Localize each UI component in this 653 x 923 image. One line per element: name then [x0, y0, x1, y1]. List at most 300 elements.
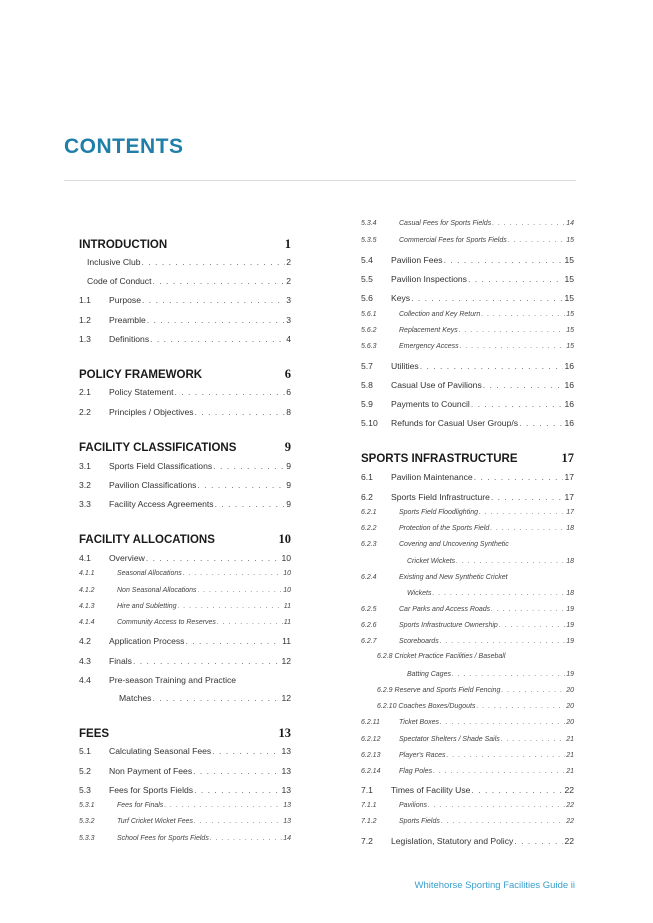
toc-page-number: 11 — [283, 619, 291, 626]
toc-leader-dots — [476, 703, 565, 710]
toc-entry[interactable] — [79, 587, 291, 594]
toc-entry-label: Replacement Keys — [399, 327, 458, 334]
toc-section-heading[interactable] — [361, 451, 574, 466]
toc-entry-number: 6.2 — [361, 492, 373, 502]
toc-entry-label: 6.2.8 Cricket Practice Facilities / Baseball — [377, 653, 506, 660]
toc-entry-label: School Fees for Sports Fields — [117, 835, 209, 842]
toc-entry[interactable] — [79, 553, 291, 563]
toc-entry[interactable] — [361, 509, 574, 516]
toc-entry-number: 5.9 — [361, 399, 373, 409]
toc-leader-dots — [460, 343, 566, 350]
toc-entry[interactable] — [361, 418, 574, 428]
toc-entry[interactable] — [79, 295, 291, 305]
toc-entry-label: Protection of the Sports Field — [399, 525, 490, 532]
toc-entry-number: 3.3 — [79, 499, 91, 509]
toc-page-number: 10 — [283, 570, 291, 577]
toc-entry[interactable] — [79, 334, 291, 344]
toc-entry[interactable] — [79, 766, 291, 776]
toc-leader-dots — [474, 472, 564, 482]
toc-entry[interactable] — [361, 785, 574, 795]
toc-entry-label: Sports Field Floodlighting — [399, 509, 478, 516]
toc-page-number: 21 — [566, 736, 574, 743]
toc-page-number: 16 — [564, 418, 574, 428]
toc-page-number: 3 — [286, 295, 291, 305]
toc-leader-dots — [142, 295, 285, 305]
toc-page-number: 9 — [284, 440, 291, 454]
toc-entry-label: Emergency Access — [399, 343, 459, 350]
toc-leader-dots — [178, 603, 283, 610]
toc-page-number: 10 — [281, 553, 291, 563]
toc-entry-number: 5.3.3 — [79, 835, 95, 842]
toc-page-number: 9 — [286, 461, 291, 471]
toc-page-number: 19 — [566, 671, 574, 678]
toc-page-number: 2 — [286, 257, 291, 267]
toc-page-number: 17 — [564, 472, 574, 482]
toc-entry[interactable] — [361, 327, 574, 334]
toc-leader-dots — [174, 387, 285, 397]
toc-entry[interactable] — [361, 703, 574, 710]
toc-page-number: 15 — [564, 255, 574, 265]
toc-leader-dots — [440, 638, 566, 645]
toc-page-number: 3 — [286, 315, 291, 325]
toc-entry-label: Sports Field Infrastructure — [391, 492, 490, 502]
toc-leader-dots — [183, 570, 282, 577]
toc-entry-label: Non Payment of Fees — [109, 766, 193, 776]
toc-section-heading[interactable] — [79, 532, 291, 547]
toc-entry-number: 7.2 — [361, 836, 373, 846]
toc-entry-number: 2.1 — [79, 387, 91, 397]
toc-entry-number: 1.3 — [79, 334, 91, 344]
toc-entry-label: Finals — [109, 656, 132, 666]
toc-page-number: 15 — [566, 237, 574, 244]
toc-leader-dots — [212, 746, 280, 756]
toc-entry[interactable] — [79, 387, 291, 397]
toc-page-number: 6 — [286, 387, 291, 397]
toc-page-number: 10 — [278, 532, 291, 546]
toc-entry-label: Casual Use of Pavilions — [391, 380, 482, 390]
toc-section-label: POLICY FRAMEWORK — [79, 369, 203, 381]
toc-leader-dots — [197, 480, 285, 490]
toc-leader-dots — [481, 311, 565, 318]
toc-entry-label: Community Access to Reserves — [117, 619, 216, 626]
toc-entry[interactable] — [79, 656, 291, 666]
toc-leader-dots — [471, 399, 564, 409]
toc-section-heading[interactable] — [79, 440, 291, 455]
toc-page-number: 15 — [564, 274, 574, 284]
toc-entry-number: 5.6.1 — [361, 311, 377, 318]
toc-entry[interactable] — [361, 736, 574, 743]
toc-leader-dots — [185, 636, 281, 646]
toc-entry[interactable] — [361, 818, 574, 825]
toc-entry-number: 1.1 — [79, 295, 91, 305]
toc-entry-number: 6.2.3 — [361, 541, 377, 548]
toc-entry-number: 5.1 — [79, 746, 91, 756]
toc-section-heading[interactable] — [79, 726, 291, 741]
toc-entry-label: Batting Cages — [407, 671, 451, 678]
toc-leader-dots — [193, 766, 280, 776]
toc-leader-dots — [479, 509, 565, 516]
toc-leader-dots — [215, 499, 286, 509]
toc-entry[interactable] — [79, 276, 291, 286]
toc-entry-number: 2.2 — [79, 407, 91, 417]
toc-leader-dots — [213, 461, 285, 471]
toc-entry-number: 5.3 — [79, 785, 91, 795]
toc-page-number: 13 — [281, 746, 291, 756]
toc-leader-dots — [217, 619, 283, 626]
toc-page-number: 16 — [564, 361, 574, 371]
toc-page-number: 19 — [566, 606, 574, 613]
toc-leader-dots — [501, 687, 565, 694]
toc-entry-number: 5.6.3 — [361, 343, 377, 350]
toc-entry-label: Purpose — [109, 295, 142, 305]
toc-entry[interactable] — [361, 220, 574, 227]
toc-entry-label: Utilities — [391, 361, 419, 371]
toc-leader-dots — [133, 656, 281, 666]
toc-page-number: 20 — [566, 719, 574, 726]
toc-page-number: 15 — [564, 293, 574, 303]
toc-entry-number: 6.2.1 — [361, 509, 377, 516]
toc-entry-label: Facility Access Agreements — [109, 499, 214, 509]
toc-leader-dots — [195, 407, 286, 417]
toc-page-number: 9 — [286, 480, 291, 490]
toc-page-number: 13 — [283, 818, 291, 825]
toc-entry-number: 5.3.4 — [361, 220, 377, 227]
toc-entry-number: 6.2.6 — [361, 622, 377, 629]
toc-page-number: 15 — [566, 327, 574, 334]
toc-entry-label: Definitions — [109, 334, 150, 344]
toc-entry[interactable] — [79, 480, 291, 490]
toc-leader-dots — [142, 257, 286, 267]
toc-page-number: 2 — [286, 276, 291, 286]
toc-entry-number: 6.2.2 — [361, 525, 377, 532]
toc-entry-number: 6.2.5 — [361, 606, 377, 613]
toc-leader-dots — [441, 818, 565, 825]
toc-entry-label: Preamble — [109, 315, 146, 325]
toc-entry-number: 6.2.14 — [361, 768, 381, 775]
toc-page-number: 16 — [564, 399, 574, 409]
toc-entry-label: Covering and Uncovering Synthetic — [399, 541, 509, 548]
toc-entry[interactable] — [361, 802, 574, 809]
toc-entry-number: 5.2 — [79, 766, 91, 776]
page-title: CONTENTS — [64, 135, 184, 158]
toc-page-number: 22 — [566, 802, 574, 809]
toc-entry-label: Scoreboards — [399, 638, 439, 645]
toc-entry-number: 4.1.3 — [79, 603, 95, 610]
toc-entry-label: Matches — [119, 693, 152, 703]
toc-entry-label: Sports Field Classifications — [109, 461, 213, 471]
toc-entry-label: Fees for Finals — [117, 802, 164, 809]
toc-entry-label: Non Seasonal Allocations — [117, 587, 197, 594]
toc-entry[interactable] — [79, 257, 291, 267]
toc-entry[interactable] — [361, 622, 574, 629]
toc-entry-label: Player's Races — [399, 752, 446, 759]
toc-entry-label: Pavilion Inspections — [391, 274, 467, 284]
toc-entry[interactable] — [361, 836, 574, 846]
toc-page-number: 17 — [561, 451, 574, 465]
toc-entry-number: 7.1.1 — [361, 802, 377, 809]
toc-leader-dots — [508, 237, 565, 244]
toc-entry[interactable] — [361, 768, 574, 775]
toc-leader-dots — [194, 785, 280, 795]
toc-entry[interactable] — [79, 785, 291, 795]
toc-entry-number: 6.2.7 — [361, 638, 377, 645]
toc-entry-label: Hire and Subletting — [117, 603, 177, 610]
toc-page-number: 14 — [566, 220, 574, 227]
toc-page-number: 19 — [566, 638, 574, 645]
toc-page-number: 22 — [566, 818, 574, 825]
toc-entry[interactable] — [361, 237, 574, 244]
toc-entry[interactable] — [361, 687, 574, 694]
toc-section-label: SPORTS INFRASTRUCTURE — [361, 453, 518, 465]
toc-entry[interactable] — [79, 603, 291, 610]
toc-page-number: 20 — [566, 703, 574, 710]
toc-entry[interactable] — [361, 472, 574, 482]
toc-page-number: 9 — [286, 499, 291, 509]
toc-leader-dots — [492, 220, 565, 227]
toc-entry-number: 6.2.11 — [361, 719, 380, 726]
toc-entry-label: Payments to Council — [391, 399, 470, 409]
toc-entry-number: 6.2.13 — [361, 752, 381, 759]
toc-page-number: 22 — [564, 785, 574, 795]
toc-entry[interactable] — [361, 752, 574, 759]
toc-page-number: 18 — [566, 558, 574, 565]
toc-leader-dots — [468, 274, 563, 284]
toc-entry-label: Inclusive Club — [87, 257, 141, 267]
toc-leader-dots — [501, 736, 565, 743]
toc-entry[interactable] — [361, 606, 574, 613]
toc-entry[interactable] — [361, 590, 574, 597]
toc-entry-number: 7.1 — [361, 785, 373, 795]
toc-leader-dots — [491, 492, 564, 502]
toc-page-number: 13 — [283, 802, 291, 809]
toc-leader-dots — [153, 276, 286, 286]
toc-entry[interactable] — [79, 407, 291, 417]
toc-entry[interactable] — [361, 525, 574, 532]
toc-entry-number: 5.3.2 — [79, 818, 95, 825]
toc-page-number: 19 — [566, 622, 574, 629]
toc-leader-dots — [456, 558, 565, 565]
toc-leader-dots — [514, 836, 563, 846]
toc-entry[interactable] — [361, 380, 574, 390]
toc-leader-dots — [194, 818, 282, 825]
toc-entry[interactable] — [361, 343, 574, 350]
toc-entry-number: 4.1.2 — [79, 587, 95, 594]
toc-leader-dots — [428, 802, 565, 809]
toc-entry-number: 4.1 — [79, 553, 91, 563]
toc-entry[interactable] — [361, 311, 574, 318]
toc-entry-label: Overview — [109, 553, 145, 563]
toc-entry-label: Keys — [391, 293, 411, 303]
toc-entry-label: Pre-season Training and Practice — [109, 675, 237, 685]
toc-entry-label: Calculating Seasonal Fees — [109, 746, 212, 756]
toc-entry-number: 4.4 — [79, 675, 91, 685]
toc-page-number: 13 — [278, 726, 291, 740]
toc-leader-dots — [459, 327, 565, 334]
toc-page-number: 18 — [566, 525, 574, 532]
toc-page-number: 10 — [283, 587, 291, 594]
toc-entry-label: Spectator Shelters / Shade Sails — [399, 736, 500, 743]
toc-page-number: 1 — [284, 237, 291, 251]
toc-entry-label: Sports Infrastructure Ownership — [399, 622, 498, 629]
toc-leader-dots — [440, 719, 565, 726]
toc-leader-dots — [471, 785, 563, 795]
toc-entry[interactable] — [361, 574, 574, 581]
toc-page-number: 4 — [286, 334, 291, 344]
toc-leader-dots — [446, 752, 565, 759]
toc-entry-number: 5.6.2 — [361, 327, 377, 334]
toc-entry-label: Pavilion Classifications — [109, 480, 197, 490]
toc-page-number: 21 — [566, 768, 574, 775]
toc-entry-label: Pavilion Fees — [391, 255, 443, 265]
toc-leader-dots — [150, 334, 285, 344]
toc-entry-number: 5.7 — [361, 361, 373, 371]
toc-entry[interactable] — [79, 619, 291, 626]
toc-entry-label: 6.2.10 Coaches Boxes/Dugouts — [377, 703, 476, 710]
toc-entry-label: Cricket Wickets — [407, 558, 456, 565]
toc-page-number: 6 — [284, 367, 291, 381]
toc-entry[interactable] — [361, 361, 574, 371]
toc-entry-number: 4.3 — [79, 656, 91, 666]
toc-entry-number: 7.1.2 — [361, 818, 377, 825]
toc-entry-number: 5.5 — [361, 274, 373, 284]
toc-page-number: 8 — [286, 407, 291, 417]
toc-entry-label: Collection and Key Return — [399, 311, 481, 318]
toc-entry-label: Commercial Fees for Sports Fields — [399, 237, 507, 244]
toc-entry-number: 1.2 — [79, 315, 91, 325]
toc-section-label: INTRODUCTION — [79, 239, 168, 251]
toc-entry[interactable] — [361, 671, 574, 678]
toc-entry-number: 5.4 — [361, 255, 373, 265]
toc-page-number: 11 — [283, 603, 291, 610]
toc-leader-dots — [146, 553, 281, 563]
toc-entry[interactable] — [79, 818, 291, 825]
toc-entry-label: Policy Statement — [109, 387, 174, 397]
toc-page-number: 18 — [566, 590, 574, 597]
toc-entry[interactable] — [361, 719, 574, 726]
toc-entry-number: 4.1.1 — [79, 570, 95, 577]
toc-entry-number: 5.3.1 — [79, 802, 95, 809]
toc-entry-number: 3.1 — [79, 461, 91, 471]
toc-entry[interactable] — [79, 461, 291, 471]
toc-leader-dots — [152, 693, 280, 703]
toc-page-number: 15 — [566, 343, 574, 350]
toc-entry[interactable] — [79, 636, 291, 646]
toc-entry-label: 6.2.9 Reserve and Sports Field Fencing — [377, 687, 501, 694]
toc-page-number: 16 — [564, 380, 574, 390]
toc-page-number: 15 — [566, 311, 574, 318]
toc-entry-number: 6.2.12 — [361, 736, 381, 743]
toc-entry[interactable] — [79, 315, 291, 325]
toc-entry-number: 5.8 — [361, 380, 373, 390]
toc-leader-dots — [164, 802, 282, 809]
toc-leader-dots — [519, 418, 563, 428]
toc-entry-label: Pavilion Maintenance — [391, 472, 473, 482]
toc-page-number: 14 — [283, 835, 291, 842]
toc-entry-label: Legislation, Statutory and Policy — [391, 836, 514, 846]
toc-entry-number: 5.3.5 — [361, 237, 377, 244]
toc-leader-dots — [444, 255, 564, 265]
toc-entry-number: 6.2.4 — [361, 574, 377, 581]
toc-leader-dots — [432, 590, 565, 597]
toc-page-number: 11 — [282, 636, 291, 646]
toc-entry-number: 5.6 — [361, 293, 373, 303]
toc-leader-dots — [483, 380, 564, 390]
toc-entry-label: Refunds for Casual User Group/s — [391, 418, 519, 428]
toc-page-number: 13 — [281, 766, 291, 776]
toc-entry[interactable] — [361, 541, 574, 548]
toc-entry[interactable] — [79, 499, 291, 509]
toc-entry-label: Car Parks and Access Roads — [399, 606, 491, 613]
toc-entry-label: Fees for Sports Fields — [109, 785, 194, 795]
toc-entry-label: Wickets — [407, 590, 432, 597]
toc-entry[interactable] — [361, 492, 574, 502]
toc-entry-label: Turf Cricket Wicket Fees — [117, 818, 194, 825]
toc-entry[interactable] — [79, 802, 291, 809]
toc-entry-label: Application Process — [109, 636, 185, 646]
toc-entry[interactable] — [79, 570, 291, 577]
toc-entry-label: Pavilions — [399, 802, 428, 809]
toc-leader-dots — [198, 587, 283, 594]
toc-entry-label: Sports Fields — [399, 818, 440, 825]
toc-leader-dots — [490, 525, 565, 532]
toc-entry-label: Code of Conduct — [87, 276, 152, 286]
toc-entry-label: Ticket Boxes — [399, 719, 440, 726]
toc-entry[interactable] — [361, 653, 574, 660]
toc-page-number: 20 — [566, 687, 574, 694]
toc-leader-dots — [452, 671, 565, 678]
toc-entry[interactable] — [361, 274, 574, 284]
toc-section-heading[interactable] — [79, 367, 291, 382]
toc-section-heading[interactable] — [79, 237, 291, 252]
toc-section-label: FEES — [79, 728, 110, 740]
toc-entry-number: 3.2 — [79, 480, 91, 490]
toc-entry[interactable] — [361, 558, 574, 565]
toc-entry-label: Existing and New Synthetic Cricket — [399, 574, 508, 581]
toc-section-label: FACILITY CLASSIFICATIONS — [79, 442, 237, 454]
toc-entry-number: 5.10 — [361, 418, 378, 428]
toc-entry[interactable] — [361, 638, 574, 645]
toc-section-label: FACILITY ALLOCATIONS — [79, 534, 215, 546]
title-divider — [64, 180, 576, 181]
toc-leader-dots — [420, 361, 564, 371]
toc-page-number: 17 — [566, 509, 574, 516]
toc-page-number: 17 — [564, 492, 574, 502]
toc-entry[interactable] — [361, 255, 574, 265]
toc-entry[interactable] — [361, 293, 574, 303]
toc-leader-dots — [433, 768, 565, 775]
toc-entry-number: 6.1 — [361, 472, 373, 482]
toc-entry[interactable] — [79, 693, 291, 703]
toc-entry-label: Times of Facility Use — [391, 785, 471, 795]
toc-entry[interactable] — [79, 675, 291, 685]
toc-page-number: 12 — [281, 693, 291, 703]
toc-entry-number: 4.2 — [79, 636, 91, 646]
toc-page-number: 12 — [281, 656, 291, 666]
page-footer: Whitehorse Sporting Facilities Guide ii — [414, 880, 575, 891]
toc-page-number: 21 — [566, 752, 574, 759]
toc-entry-label: Casual Fees for Sports Fields — [399, 220, 492, 227]
toc-page-number: 13 — [281, 785, 291, 795]
toc-entry-number: 4.1.4 — [79, 619, 95, 626]
toc-entry[interactable] — [361, 399, 574, 409]
toc-entry[interactable] — [79, 746, 291, 756]
toc-leader-dots — [210, 835, 282, 842]
toc-entry-label: Seasonal Allocations — [117, 570, 182, 577]
toc-entry-label: Flag Poles — [399, 768, 433, 775]
toc-leader-dots — [491, 606, 565, 613]
toc-page-number: 22 — [564, 836, 574, 846]
toc-entry[interactable] — [79, 835, 291, 842]
